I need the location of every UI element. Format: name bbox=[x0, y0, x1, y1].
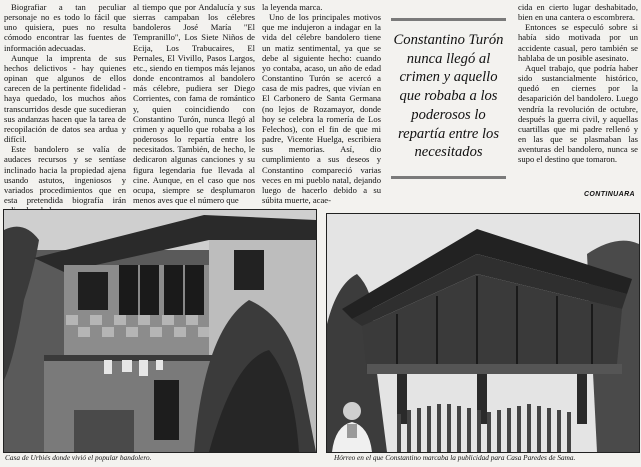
house-illustration bbox=[4, 210, 316, 452]
house-photo-caption: Casa de Urbiés donde vivió el popular bandolero. bbox=[5, 453, 152, 462]
pull-quote-text: Constantino Turón nunca llegó al crimen y aquello que robaba a los poderosos lo repartía entre los necesitados bbox=[393, 32, 504, 161]
article-column-2 bbox=[133, 2, 255, 205]
paragraph: Entonces se especuló sobre si había sido motivada por un accidente casual, pero también se hablaba de un posible asesinato. bbox=[518, 22, 638, 63]
article-column-3 bbox=[262, 2, 381, 205]
paragraph: Aquel trabajo, que podría haber sido sustancialmente histórico, quedó en ciernes por la desaparición del bandolero. Luego vendría la revolución de octubre, después la guerra civil, y aquellas cuartillas que mi padre rellenó y en las que se plasmaban las aventuras del bandolero, nunca se supo el destino que tomaron. bbox=[518, 62, 638, 165]
pull-quote bbox=[391, 18, 506, 179]
paragraph: al tiempo que por Andalucía y sus sierras campaban los célebres bandoleros José María "El Tempranillo", Los Siete Niños de Ecija, Los Trabucaires, El Pernales, El Vivillo, Pasos Largos, etc., siendo en tiempos más lejanos donde encontramos al bandolero más célebre, pudiera ser Diego Corrientes, con fama de romántico y, quien coincidiendo con Constantino Turón, nunca llegó al crimen y aquello que robaba a los poderosos lo repartía entre los necesitados. También, de hecho, le dedicaron algunas canciones y su figura legendaria fue llevada al cine. Aunque, en el caso que nos ocupa, siempre se desplumaron menos aves que el número que bbox=[133, 2, 255, 205]
house-photo bbox=[3, 209, 317, 453]
paragraph: cida en cierto lugar deshabitado, bien en una cantera o escombrera. bbox=[518, 2, 638, 23]
paragraph: Uno de los principales motivos que me indujeron a indagar en la vida del célebre bandolero tiene un matiz sentimental, ya que se debe al siguiente hecho: cuando yo contaba, acaso, un año de edad Constantino Turón se acercó a casa de mis padres, que vivían en El Carbonero de Santa Germana (no lejos de Rozamayor, donde hoy se celebra la romería de Los Felechos), con el fin de que mi padre, Vicente Huelga, escribiera sus memorias. Así, dio cumplimiento a sus deseos y Constantino compareció varias veces en mi pueblo natal, dejando luego de hacerlo debido a su súbita muerte, acae- bbox=[262, 12, 381, 205]
paragraph: Este bandolero se valía de audaces recursos y se sentíase inclinado hacia la propiedad ajena usando astutos, ingeniosos y variados procedimientos que en esta pretendida biografía irán bbox=[4, 144, 126, 205]
horreo-photo bbox=[326, 213, 640, 453]
paragraph: la leyenda marca. bbox=[262, 2, 323, 12]
horreo-illustration bbox=[327, 214, 639, 452]
paragraph: Aunque la imprenta de sus hechos delictivos - hay quienes opinan que algunos de ellos carecen de la pertinente fidelidad - haya quedado, los muchos años transcurridos desde que sucedieran sus andanzas hacen que la tarea de recopilación de datos sea ardua y difícil. bbox=[4, 52, 126, 145]
article-column-1 bbox=[4, 2, 126, 215]
continued-label: CONTINUARA bbox=[583, 191, 635, 198]
article-column-5 bbox=[518, 2, 638, 165]
horreo-photo-caption: Hórreo en el que Constantino marcaba la publicidad para Casa Paredes de Sama. bbox=[334, 453, 576, 462]
paragraph: Biografiar a tan peculiar personaje no es todo lo fácil que uno quisiera, pues no resulta cómodo encontrar las fuentes de información adecuadas. bbox=[4, 2, 126, 53]
